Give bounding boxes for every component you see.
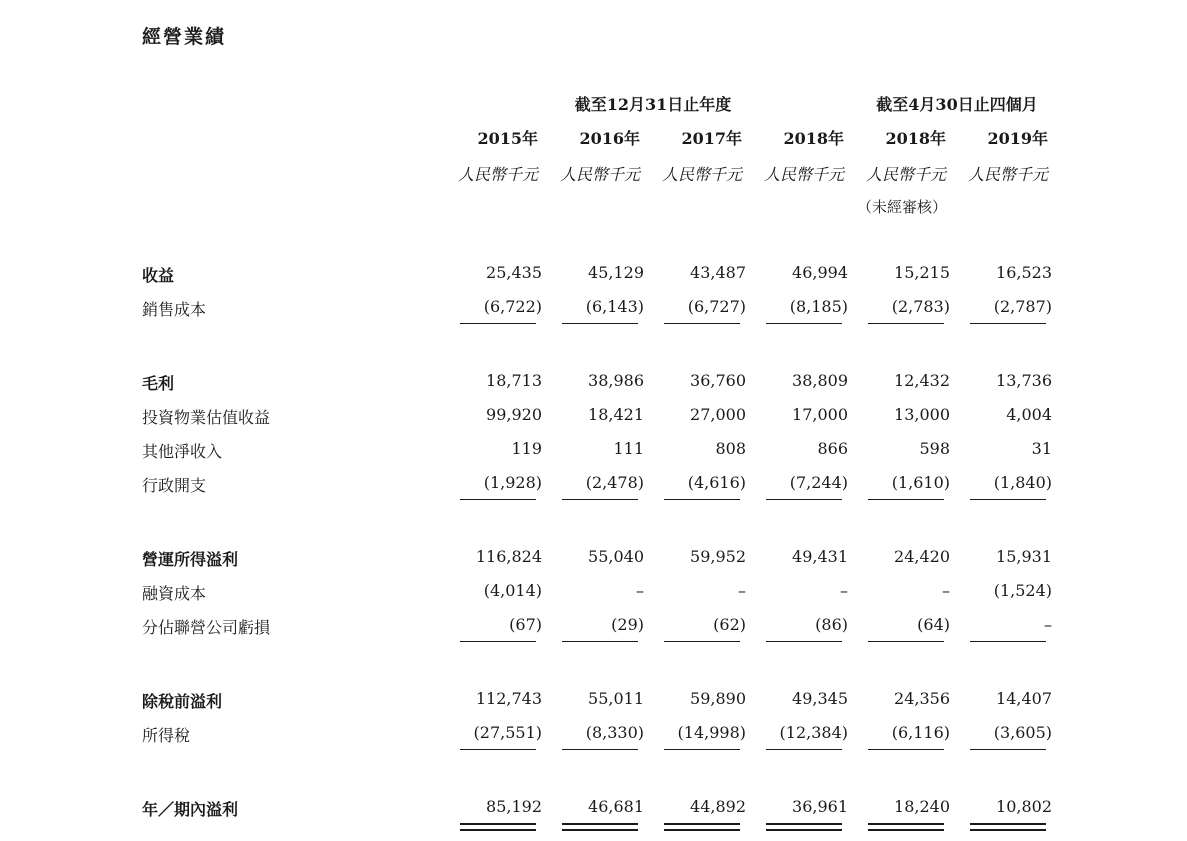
- table-cell: (6,727): [687, 297, 746, 316]
- col-unit: 人民幣千元: [559, 165, 640, 184]
- subtotal-rule: [868, 641, 944, 642]
- header-group-fiscal-years: 截至12月31日止年度: [574, 95, 732, 114]
- total-double-rule: [970, 823, 1046, 831]
- subtotal-rule: [970, 641, 1046, 642]
- table-cell: –: [942, 581, 950, 600]
- table-cell: (12,384): [779, 723, 848, 742]
- table-cell: (4,014): [483, 581, 542, 600]
- table-cell: 46,681: [588, 797, 644, 816]
- table-cell: 85,192: [486, 797, 542, 816]
- table-cell: 14,407: [996, 689, 1052, 708]
- table-cell: (4,616): [687, 473, 746, 492]
- subtotal-rule: [868, 323, 944, 324]
- table-cell: 808: [715, 439, 746, 458]
- table-cell: –: [636, 581, 644, 600]
- row-label: 年／期內溢利: [142, 800, 239, 819]
- table-cell: 45,129: [588, 263, 644, 282]
- col-header-2019-4m: 2019年: [987, 129, 1048, 148]
- table-cell: (1,524): [993, 581, 1052, 600]
- section-title: 經營業績: [142, 26, 227, 48]
- subtotal-rule: [460, 749, 536, 750]
- table-cell: 38,809: [792, 371, 848, 390]
- row-label: 其他淨收入: [142, 442, 223, 461]
- total-double-rule: [460, 823, 536, 831]
- table-cell: 36,760: [690, 371, 746, 390]
- table-cell: 15,215: [894, 263, 950, 282]
- table-cell: (8,185): [789, 297, 848, 316]
- col-unit: 人民幣千元: [661, 165, 742, 184]
- table-cell: 598: [919, 439, 950, 458]
- table-cell: (8,330): [585, 723, 644, 742]
- table-cell: 16,523: [996, 263, 1052, 282]
- table-cell: (1,928): [483, 473, 542, 492]
- table-cell: –: [840, 581, 848, 600]
- table-cell: 111: [613, 439, 644, 458]
- row-label: 毛利: [142, 374, 175, 393]
- table-cell: 13,000: [894, 405, 950, 424]
- row-label: 銷售成本: [142, 300, 207, 319]
- table-cell: (2,783): [891, 297, 950, 316]
- col-header-2018: 2018年: [783, 129, 844, 148]
- table-cell: –: [1044, 615, 1052, 634]
- table-cell: 59,890: [690, 689, 746, 708]
- col-header-2018-4m: 2018年: [885, 129, 946, 148]
- table-cell: (86): [815, 615, 848, 634]
- row-label: 收益: [142, 266, 175, 285]
- table-cell: 18,421: [588, 405, 644, 424]
- col-unit: 人民幣千元: [865, 165, 946, 184]
- col-header-2016: 2016年: [579, 129, 640, 148]
- subtotal-rule: [766, 749, 842, 750]
- subtotal-rule: [970, 323, 1046, 324]
- subtotal-rule: [664, 641, 740, 642]
- total-double-rule: [562, 823, 638, 831]
- table-cell: (29): [611, 615, 644, 634]
- table-cell: 17,000: [792, 405, 848, 424]
- subtotal-rule: [664, 499, 740, 500]
- table-cell: 112,743: [475, 689, 542, 708]
- subtotal-rule: [970, 749, 1046, 750]
- col-unit: 人民幣千元: [763, 165, 844, 184]
- subtotal-rule: [766, 323, 842, 324]
- table-cell: (14,998): [677, 723, 746, 742]
- table-cell: –: [738, 581, 746, 600]
- table-cell: 44,892: [690, 797, 746, 816]
- table-cell: 31: [1031, 439, 1052, 458]
- col-unit: 人民幣千元: [967, 165, 1048, 184]
- col-unit: 人民幣千元: [457, 165, 538, 184]
- table-cell: (1,840): [993, 473, 1052, 492]
- table-cell: 55,011: [588, 689, 644, 708]
- table-cell: (64): [917, 615, 950, 634]
- table-cell: 4,004: [1006, 405, 1052, 424]
- subtotal-rule: [766, 499, 842, 500]
- table-cell: 49,431: [792, 547, 848, 566]
- subtotal-rule: [562, 749, 638, 750]
- col-header-2015: 2015年: [477, 129, 538, 148]
- row-label: 分佔聯營公司虧損: [142, 618, 271, 637]
- total-double-rule: [664, 823, 740, 831]
- row-label: 行政開支: [142, 476, 207, 495]
- subtotal-rule: [562, 641, 638, 642]
- table-cell: (6,116): [891, 723, 950, 742]
- table-cell: 99,920: [486, 405, 542, 424]
- subtotal-rule: [868, 749, 944, 750]
- table-cell: 18,713: [486, 371, 542, 390]
- col-header-2017: 2017年: [681, 129, 742, 148]
- total-double-rule: [766, 823, 842, 831]
- subtotal-rule: [460, 641, 536, 642]
- table-cell: (2,478): [585, 473, 644, 492]
- table-cell: 10,802: [996, 797, 1052, 816]
- row-label: 融資成本: [142, 584, 207, 603]
- table-cell: 36,961: [792, 797, 848, 816]
- table-cell: 46,994: [792, 263, 848, 282]
- subtotal-rule: [460, 499, 536, 500]
- table-cell: (3,605): [993, 723, 1052, 742]
- subtotal-rule: [664, 749, 740, 750]
- table-cell: 12,432: [894, 371, 950, 390]
- table-cell: 24,420: [894, 547, 950, 566]
- table-cell: 38,986: [588, 371, 644, 390]
- header-group-four-months: 截至4月30日止四個月: [876, 95, 1038, 114]
- table-cell: (7,244): [789, 473, 848, 492]
- table-cell: 27,000: [690, 405, 746, 424]
- row-label: 除稅前溢利: [142, 692, 223, 711]
- table-cell: 24,356: [894, 689, 950, 708]
- row-label: 投資物業估值收益: [142, 408, 271, 427]
- subtotal-rule: [562, 323, 638, 324]
- unaudited-note: （未經審核）: [856, 198, 947, 216]
- table-cell: 116,824: [475, 547, 542, 566]
- subtotal-rule: [868, 499, 944, 500]
- table-cell: 13,736: [996, 371, 1052, 390]
- table-cell: 59,952: [690, 547, 746, 566]
- table-cell: (1,610): [891, 473, 950, 492]
- table-cell: (62): [713, 615, 746, 634]
- row-label: 所得稅: [142, 726, 191, 745]
- subtotal-rule: [562, 499, 638, 500]
- subtotal-rule: [460, 323, 536, 324]
- table-cell: (6,722): [483, 297, 542, 316]
- subtotal-rule: [664, 323, 740, 324]
- subtotal-rule: [970, 499, 1046, 500]
- subtotal-rule: [766, 641, 842, 642]
- table-cell: 55,040: [588, 547, 644, 566]
- table-cell: (67): [509, 615, 542, 634]
- table-cell: 18,240: [894, 797, 950, 816]
- table-cell: 25,435: [486, 263, 542, 282]
- table-cell: 43,487: [690, 263, 746, 282]
- table-cell: (2,787): [993, 297, 1052, 316]
- table-cell: 866: [817, 439, 848, 458]
- table-cell: 119: [511, 439, 542, 458]
- total-double-rule: [868, 823, 944, 831]
- table-cell: (27,551): [473, 723, 542, 742]
- table-cell: 49,345: [792, 689, 848, 708]
- row-label: 營運所得溢利: [142, 550, 239, 569]
- table-cell: 15,931: [996, 547, 1052, 566]
- table-cell: (6,143): [585, 297, 644, 316]
